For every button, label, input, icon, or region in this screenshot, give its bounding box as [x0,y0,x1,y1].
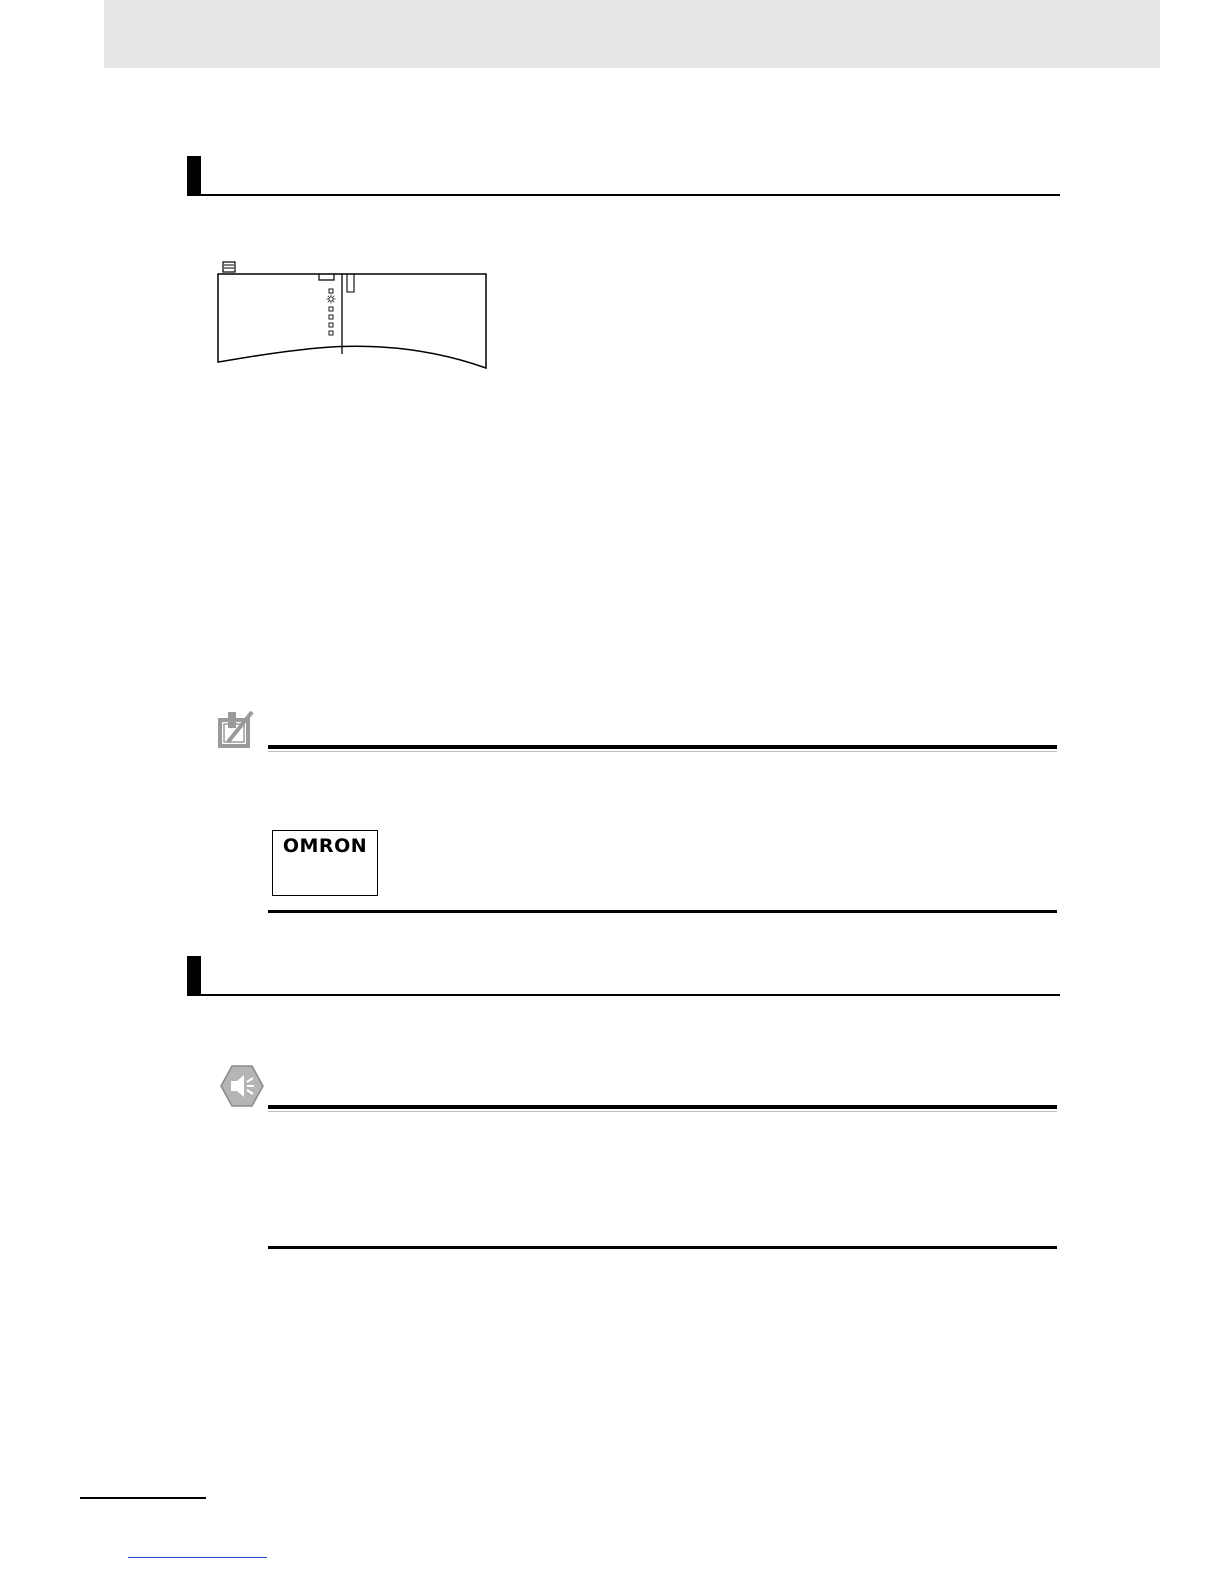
section-heading-2 [187,956,1060,996]
section-marker [187,956,201,996]
callout-bottom-rule [268,910,1057,913]
unit-body [218,274,486,368]
section-rule [201,194,1060,196]
precautions-check-icon [218,708,262,752]
section-heading-1 [187,156,1060,196]
section-marker [187,156,201,196]
callout-top-rule-thin [268,751,1057,752]
callout-top-rule [268,745,1057,749]
unit-connector [223,262,235,272]
speaker-warning-icon [220,1064,264,1108]
footer-rule [80,1497,206,1499]
unit-illustration [214,258,490,374]
page-header-band [104,0,1160,68]
footer-link-underline[interactable] [128,1557,267,1558]
callout-bottom-rule [268,1246,1057,1249]
omron-label-box [272,830,378,896]
section-rule [201,994,1060,996]
callout-top-rule [268,1105,1057,1109]
callout-top-rule-thin [268,1111,1057,1112]
omron-logo: OMRON [282,835,368,857]
